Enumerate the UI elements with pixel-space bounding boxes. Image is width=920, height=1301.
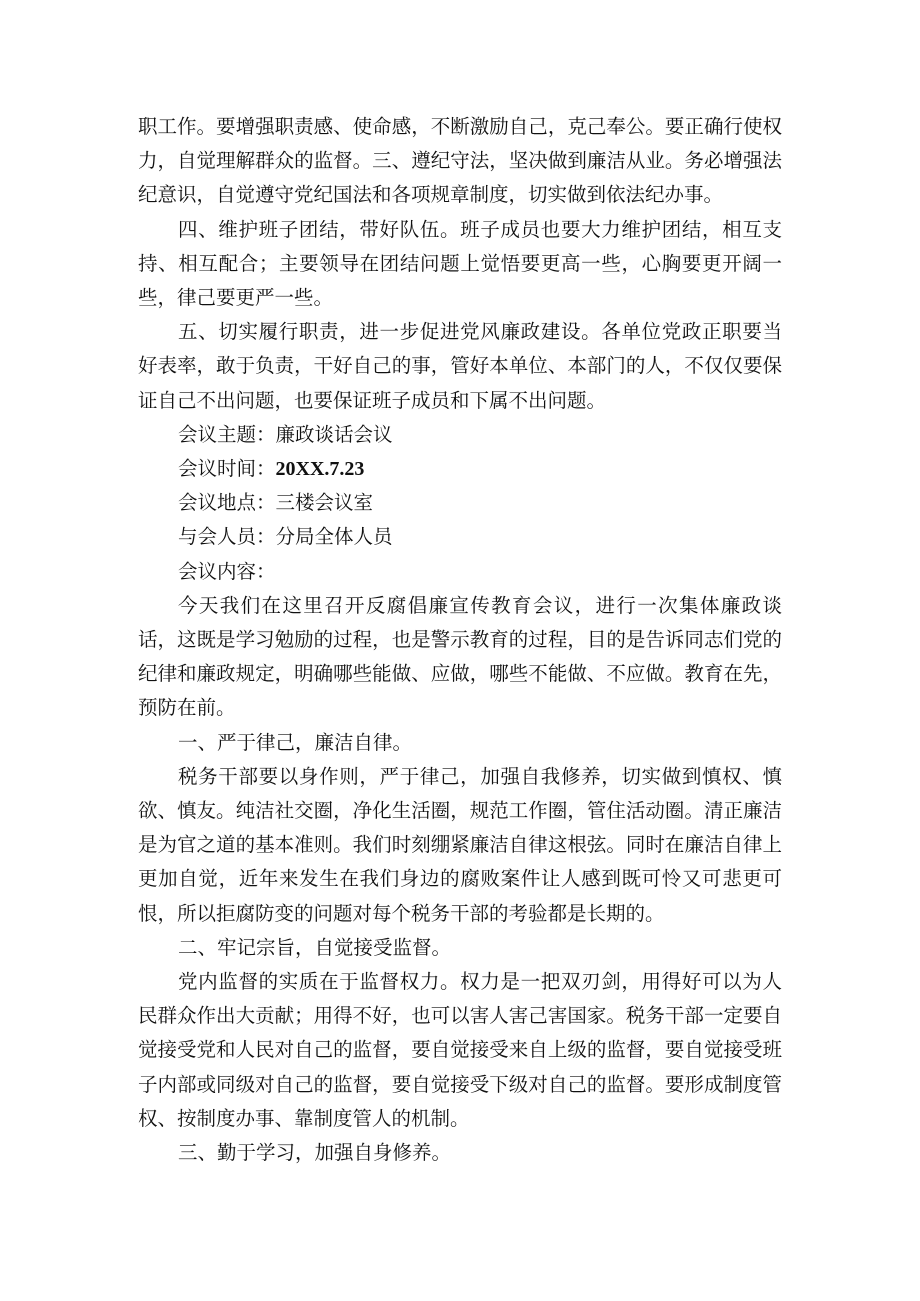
meeting-time-line [138, 452, 782, 486]
paragraph-intro: 今天我们在这里召开反腐倡廉宣传教育会议，进行一次集体廉政谈话，这既是学习勉励的过程，也是警示教育的过程，目的是告诉同志们党的纪律和廉政规定，明确哪些能做、应做，哪些不能做、不应做。教育在先，预防在前。 [138, 593, 782, 720]
paragraph-team-unity: 四、维护班子团结，带好队伍。班子成员也要大力维护团结，相互支持、相互配合；主要领导在团结问题上觉悟要更高一些，心胸要更开阔一些，律己要更严一些。 [138, 217, 782, 310]
meeting-theme-line [138, 418, 782, 452]
heading-self-discipline: 一、严于律己，廉洁自律。 [178, 730, 413, 754]
meeting-place-label: 会议地点： [178, 491, 276, 515]
paragraph-supervision: 党内监督的实质在于监督权力。权力是一把双刃剑，用得好可以为人民群众作出大贡献；用得不好，也可以害人害己害国家。税务干部一定要自觉接受党和人民对自己的监督，要自觉接受来自上级的监督，要自觉接受班子内部或同级对自己的监督，要自觉接受下级对自己的监督。要形成制度管权、按制度办事、靠制度管人的机制。 [138, 970, 782, 1130]
meeting-place-value: 三楼会议室 [275, 491, 374, 515]
paragraph-duty: 职工作。要增强职责感、使命感，不断激励自己，克己奉公。要正确行使权力，自觉理解群众的监督。三、遵纪守法，坚决做到廉洁从业。务必增强法纪意识，自觉遵守党纪国法和各项规章制度，切实做到依法纪办事。 [138, 115, 782, 207]
heading-study: 三、勤于学习，加强自身修养。 [178, 1141, 452, 1165]
meeting-attendees-label: 与会人员： [178, 525, 276, 549]
meeting-time-value: 20XX.7.23 [275, 458, 365, 481]
meeting-attendees-value: 分局全体人员 [275, 525, 393, 549]
heading-supervision: 二、牢记宗旨，自觉接受监督。 [178, 935, 452, 959]
paragraph-self-discipline: 税务干部要以身作则，严于律己，加强自我修养，切实做到慎权、慎欲、慎友。纯洁社交圈，净化生活圈，规范工作圈，管住活动圈。清正廉洁是为官之道的基本准则。我们时刻绷紧廉洁自律这根弦。同时在廉洁自律上更加自觉，近年来发生在我们身边的腐败案件让人感到既可怜又可悲更可恨，所以拒腐防变的问题对每个税务干部的考验都是长期的。 [138, 764, 782, 925]
meeting-time-label: 会议时间： [178, 457, 276, 481]
paragraph-responsibility: 五、切实履行职责，进一步促进党风廉政建设。各单位党政正职要当好表率，敢于负责，干好自己的事，管好本单位、本部门的人，不仅仅要保证自己不出问题，也要保证班子成员和下属不出问题。 [138, 320, 782, 412]
meeting-place-line [138, 486, 782, 520]
meeting-attendees-line [138, 520, 782, 554]
meeting-content-label: 会议内容： [178, 559, 276, 583]
meeting-theme-value: 廉政谈话会议 [275, 422, 393, 446]
meeting-theme-label: 会议主题： [178, 422, 276, 446]
